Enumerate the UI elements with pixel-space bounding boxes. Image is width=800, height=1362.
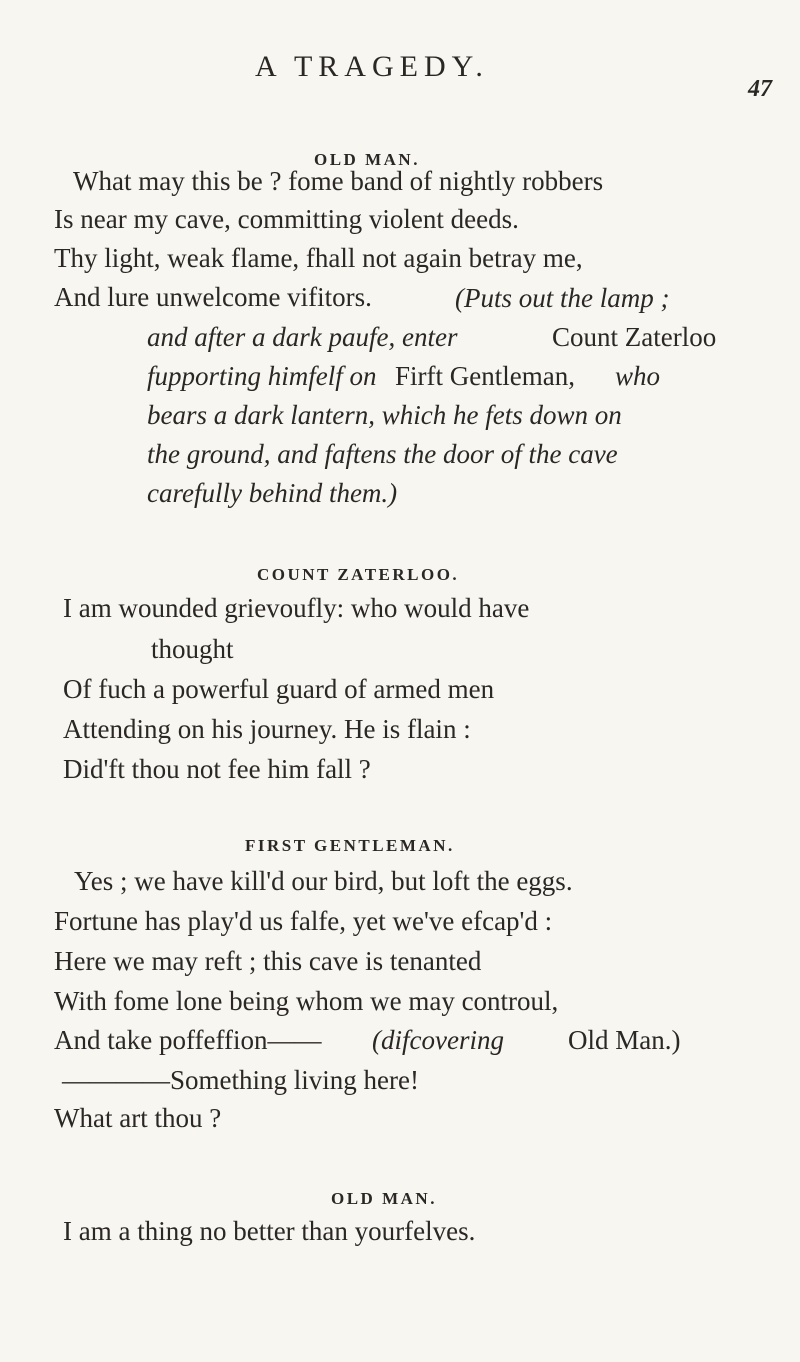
verse-line: Is near my cave, committing violent deeds.: [54, 204, 519, 234]
verse-line: Here we may reft ; this cave is tenanted: [54, 946, 482, 976]
stage-direction-name: Old Man.): [568, 1025, 681, 1055]
speaker-old-man: OLD MAN.: [314, 150, 420, 169]
verse-line: Fortune has play'd us falfe, yet we've efcap'd :: [54, 906, 553, 936]
stage-direction: bears a dark lantern, which he fets down on: [147, 400, 622, 430]
page-number: 47: [748, 76, 772, 102]
stage-direction-name: Firft Gentleman,: [395, 361, 575, 391]
verse-line: What may this be ? fome band of nightly robbers: [73, 166, 604, 196]
verse-line: And lure unwelcome vifitors.: [54, 282, 372, 312]
verse-line: Thy light, weak flame, fhall not again betray me,: [54, 243, 583, 273]
verse-line: With fome lone being whom we may controul,: [54, 986, 559, 1016]
verse-line: I am a thing no better than yourfelves.: [63, 1216, 476, 1246]
verse-line: And take poffeffion——: [54, 1025, 322, 1055]
verse-line: Did'ft thou not fee him fall ?: [63, 754, 371, 784]
stage-direction: who: [615, 361, 661, 391]
stage-direction: (difcovering: [372, 1025, 504, 1055]
verse-line: I am wounded grievoufly: who would have: [63, 593, 530, 623]
running-head: A TRAGEDY.: [255, 50, 489, 83]
stage-direction: carefully behind them.): [147, 478, 398, 508]
speaker-count-zaterloo: COUNT ZATERLOO.: [257, 565, 460, 584]
stage-direction: and after a dark paufe, enter: [147, 322, 458, 352]
verse-line: Yes ; we have kill'd our bird, but loft the eggs.: [74, 866, 573, 896]
stage-direction: fupporting himfelf on: [147, 361, 377, 391]
speaker-first-gentleman: FIRST GENTLEMAN.: [245, 836, 455, 855]
speaker-old-man: OLD MAN.: [331, 1189, 437, 1208]
verse-line: Attending on his journey. He is flain :: [63, 714, 471, 744]
stage-direction-name: Count Zaterloo: [552, 322, 717, 352]
verse-line: Of fuch a powerful guard of armed men: [63, 674, 495, 704]
verse-line: ————Something living here!: [62, 1065, 419, 1095]
stage-direction: the ground, and faftens the door of the cave: [147, 439, 618, 469]
verse-line: thought: [151, 634, 234, 664]
verse-line: What art thou ?: [54, 1103, 222, 1133]
stage-direction: (Puts out the lamp ;: [455, 283, 670, 313]
